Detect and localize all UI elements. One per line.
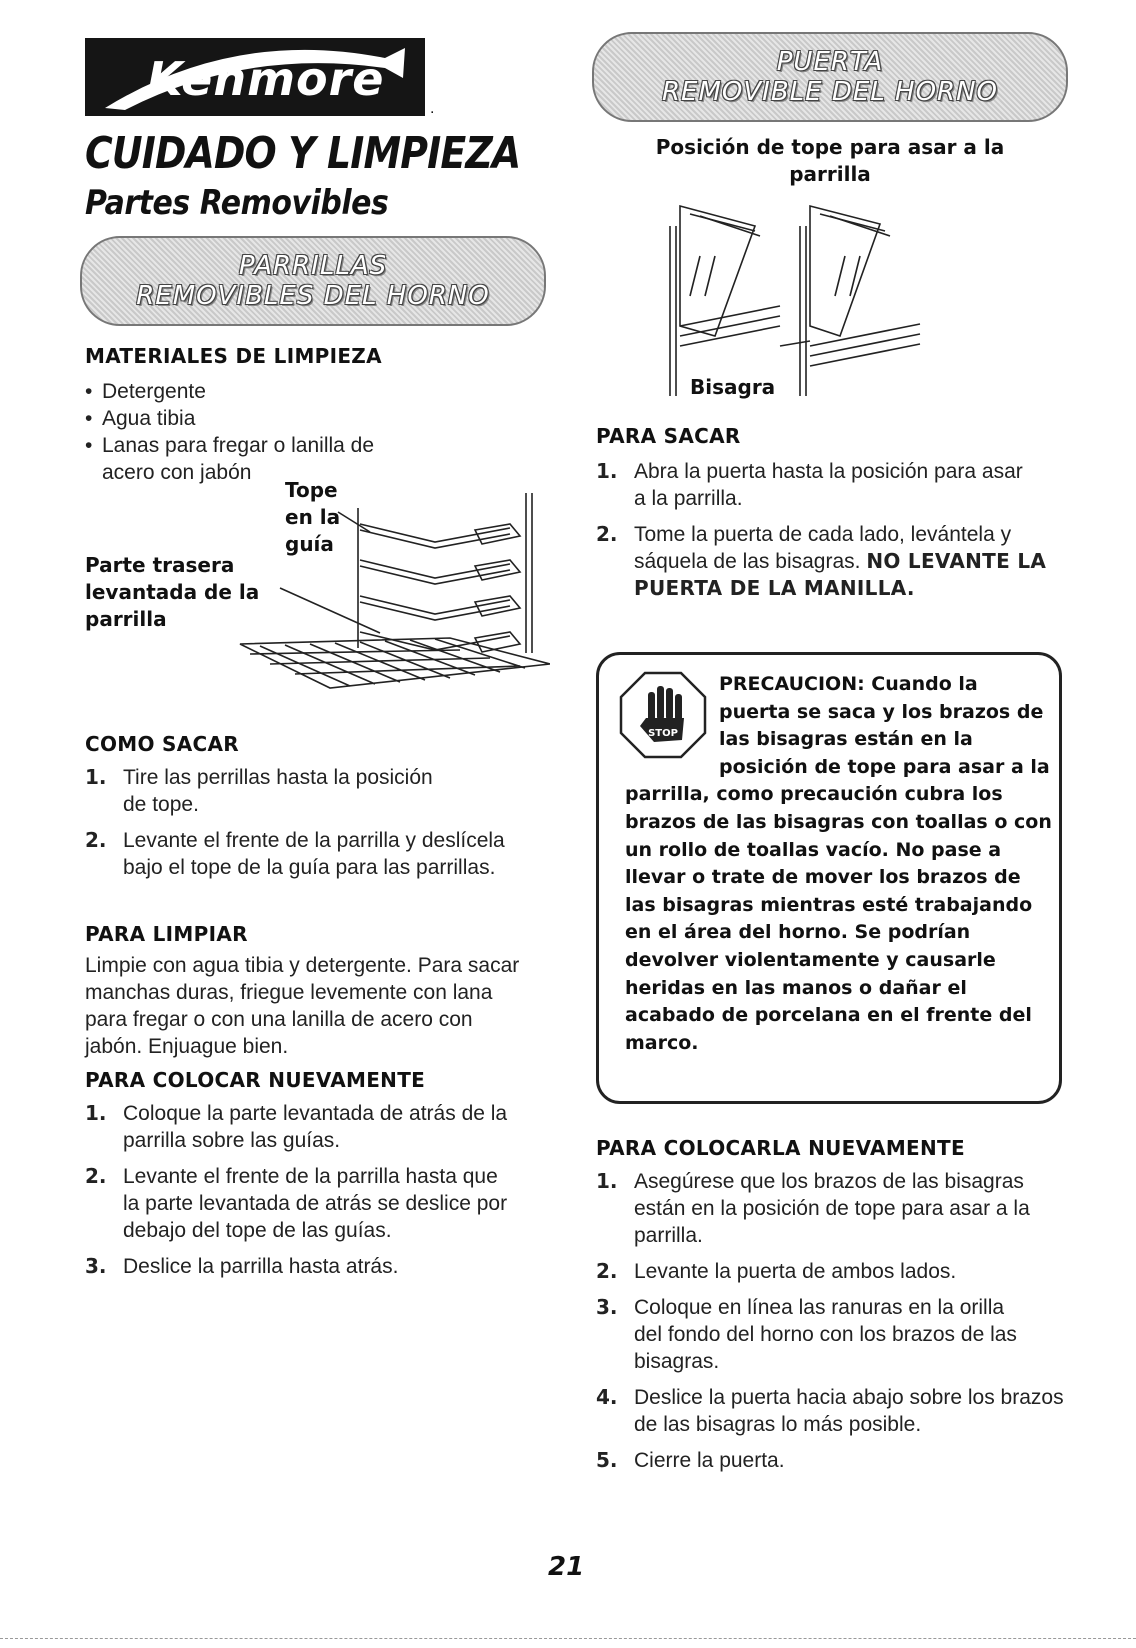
materials-item: • Detergente (85, 378, 535, 405)
como-sacar-steps (85, 764, 540, 890)
stop-hand-icon (618, 670, 708, 760)
rack-illustration (220, 488, 550, 720)
step-text: Asegúrese que los brazos de las bisagras están en la posición de tope para asar a la parrilla. (634, 1170, 1030, 1247)
page-title: CUIDADO Y LIMPIEZA (85, 128, 521, 179)
step-number: 1. (85, 765, 107, 789)
para-colocar-steps (85, 1100, 545, 1289)
para-sacar-steps (596, 458, 1066, 611)
materials-item: • Agua tibia (85, 405, 535, 432)
logo-mark: . (430, 100, 435, 117)
rack-rear-label: Parte trasera levantada de la parrilla (85, 553, 260, 631)
step-number: 2. (85, 1164, 107, 1188)
step-text: Coloque en línea las ranuras en la orilla del fondo del horno con los brazos de las bisagras. (634, 1296, 1017, 1373)
para-colocarla-steps (596, 1168, 1066, 1483)
logo-text: Kenmore (147, 52, 385, 106)
materials-item: • Lanas para fregar o lanilla de acero con jabón (85, 432, 412, 486)
para-colocarla-heading: PARA COLOCARLA NUEVAMENTE (596, 1136, 965, 1160)
hinge-label: Bisagra (690, 375, 776, 399)
step-number: 2. (85, 828, 107, 852)
step-number: 4. (596, 1385, 618, 1409)
door-banner-line1: PUERTA (776, 47, 884, 77)
materials-list (85, 378, 535, 486)
racks-banner-line1: PARRILLAS (238, 251, 388, 281)
door-banner-line2: REMOVIBLE DEL HORNO (661, 77, 999, 107)
step-number: 1. (85, 1101, 107, 1125)
list-item (85, 827, 513, 881)
step-text: Deslice la puerta hacia abajo sobre los brazos de las bisagras lo más posible. (634, 1386, 1064, 1436)
step-number: 1. (596, 459, 618, 483)
step-number: 5. (596, 1448, 618, 1472)
list-item (85, 1100, 545, 1154)
door-banner (592, 32, 1068, 122)
page-subtitle: Partes Removibles (85, 183, 389, 223)
como-sacar-heading: COMO SACAR (85, 732, 239, 756)
caution-text: PRECAUCION: Cuando la puerta se saca y los brazos de las bisagras están en la posición de tope para asar a la parrilla, como precaución cubra los brazos de las bisagras con toallas o con un rollo de toallas vacío. No pase a llevar o trate de mover los brazos de las bisagras mientras esté trabajando en el área del horno. Se podrían devolver violentamente y causarle heridas en las manos o dañar el acabado de porcelana en el frente del marco. (625, 673, 1052, 1054)
kenmore-logo (85, 38, 425, 116)
racks-banner-line2: REMOVIBLES DEL HORNO (136, 281, 490, 311)
step-text: Levante el frente de la parrilla hasta que la parte levantada de atrás se deslice por debajo del tope de las guías. (123, 1165, 508, 1242)
step-text: Levante la puerta de ambos lados. (634, 1260, 957, 1283)
step-text: Abra la puerta hasta la posición para asar a la parrilla. (634, 460, 1023, 510)
list-item (596, 1258, 1066, 1285)
list-item (596, 1168, 1054, 1249)
rack-stop-label: Tope en la guía (285, 478, 341, 556)
step-text: Coloque la parte levantada de atrás de la parrilla sobre las guías. (123, 1102, 508, 1152)
stop-icon-text: STOP (648, 728, 678, 739)
step-text: Tire las perrillas hasta la posición de tope. (123, 766, 433, 816)
list-item (85, 1163, 518, 1244)
step-text: Deslice la parrilla hasta atrás. (123, 1255, 399, 1278)
list-item (596, 1447, 1066, 1474)
materials-heading: MATERIALES DE LIMPIEZA (85, 344, 382, 368)
step-text: Levante el frente de la parrilla y deslícela bajo el tope de la guía para las parrillas. (123, 829, 505, 879)
step-number: 1. (596, 1169, 618, 1193)
list-item (596, 1294, 1034, 1375)
list-item (596, 1384, 1074, 1438)
para-colocar-heading: PARA COLOCAR NUEVAMENTE (85, 1068, 426, 1092)
step-text: Cierre la puerta. (634, 1449, 785, 1472)
footer-divider (0, 1638, 1136, 1639)
list-item (85, 1253, 545, 1280)
list-item (85, 764, 453, 818)
racks-banner (80, 236, 546, 326)
step-number: 3. (85, 1254, 107, 1278)
door-figure-caption: Posición de tope para asar a la parrilla (655, 135, 1005, 186)
para-sacar-heading: PARA SACAR (596, 424, 741, 448)
step-number: 2. (596, 522, 618, 546)
step-warning-text: NO LEVANTE LA PUERTA DE LA MANILLA. (634, 549, 1047, 600)
page-number: 21 (548, 1552, 585, 1582)
step-text: Tome la puerta de cada lado, levántela y sáquela de las bisagras. (634, 523, 1012, 573)
list-item (596, 521, 1066, 602)
para-limpiar-text: Limpie con agua tibia y detergente. Para sacar manchas duras, friegue levemente con lana para fregar o con una lanilla de acero con jabón. Enjuague bien. (85, 954, 520, 1058)
para-limpiar-heading: PARA LIMPIAR (85, 922, 248, 946)
step-number: 3. (596, 1295, 618, 1319)
step-number: 2. (596, 1259, 618, 1283)
list-item (596, 458, 1034, 512)
